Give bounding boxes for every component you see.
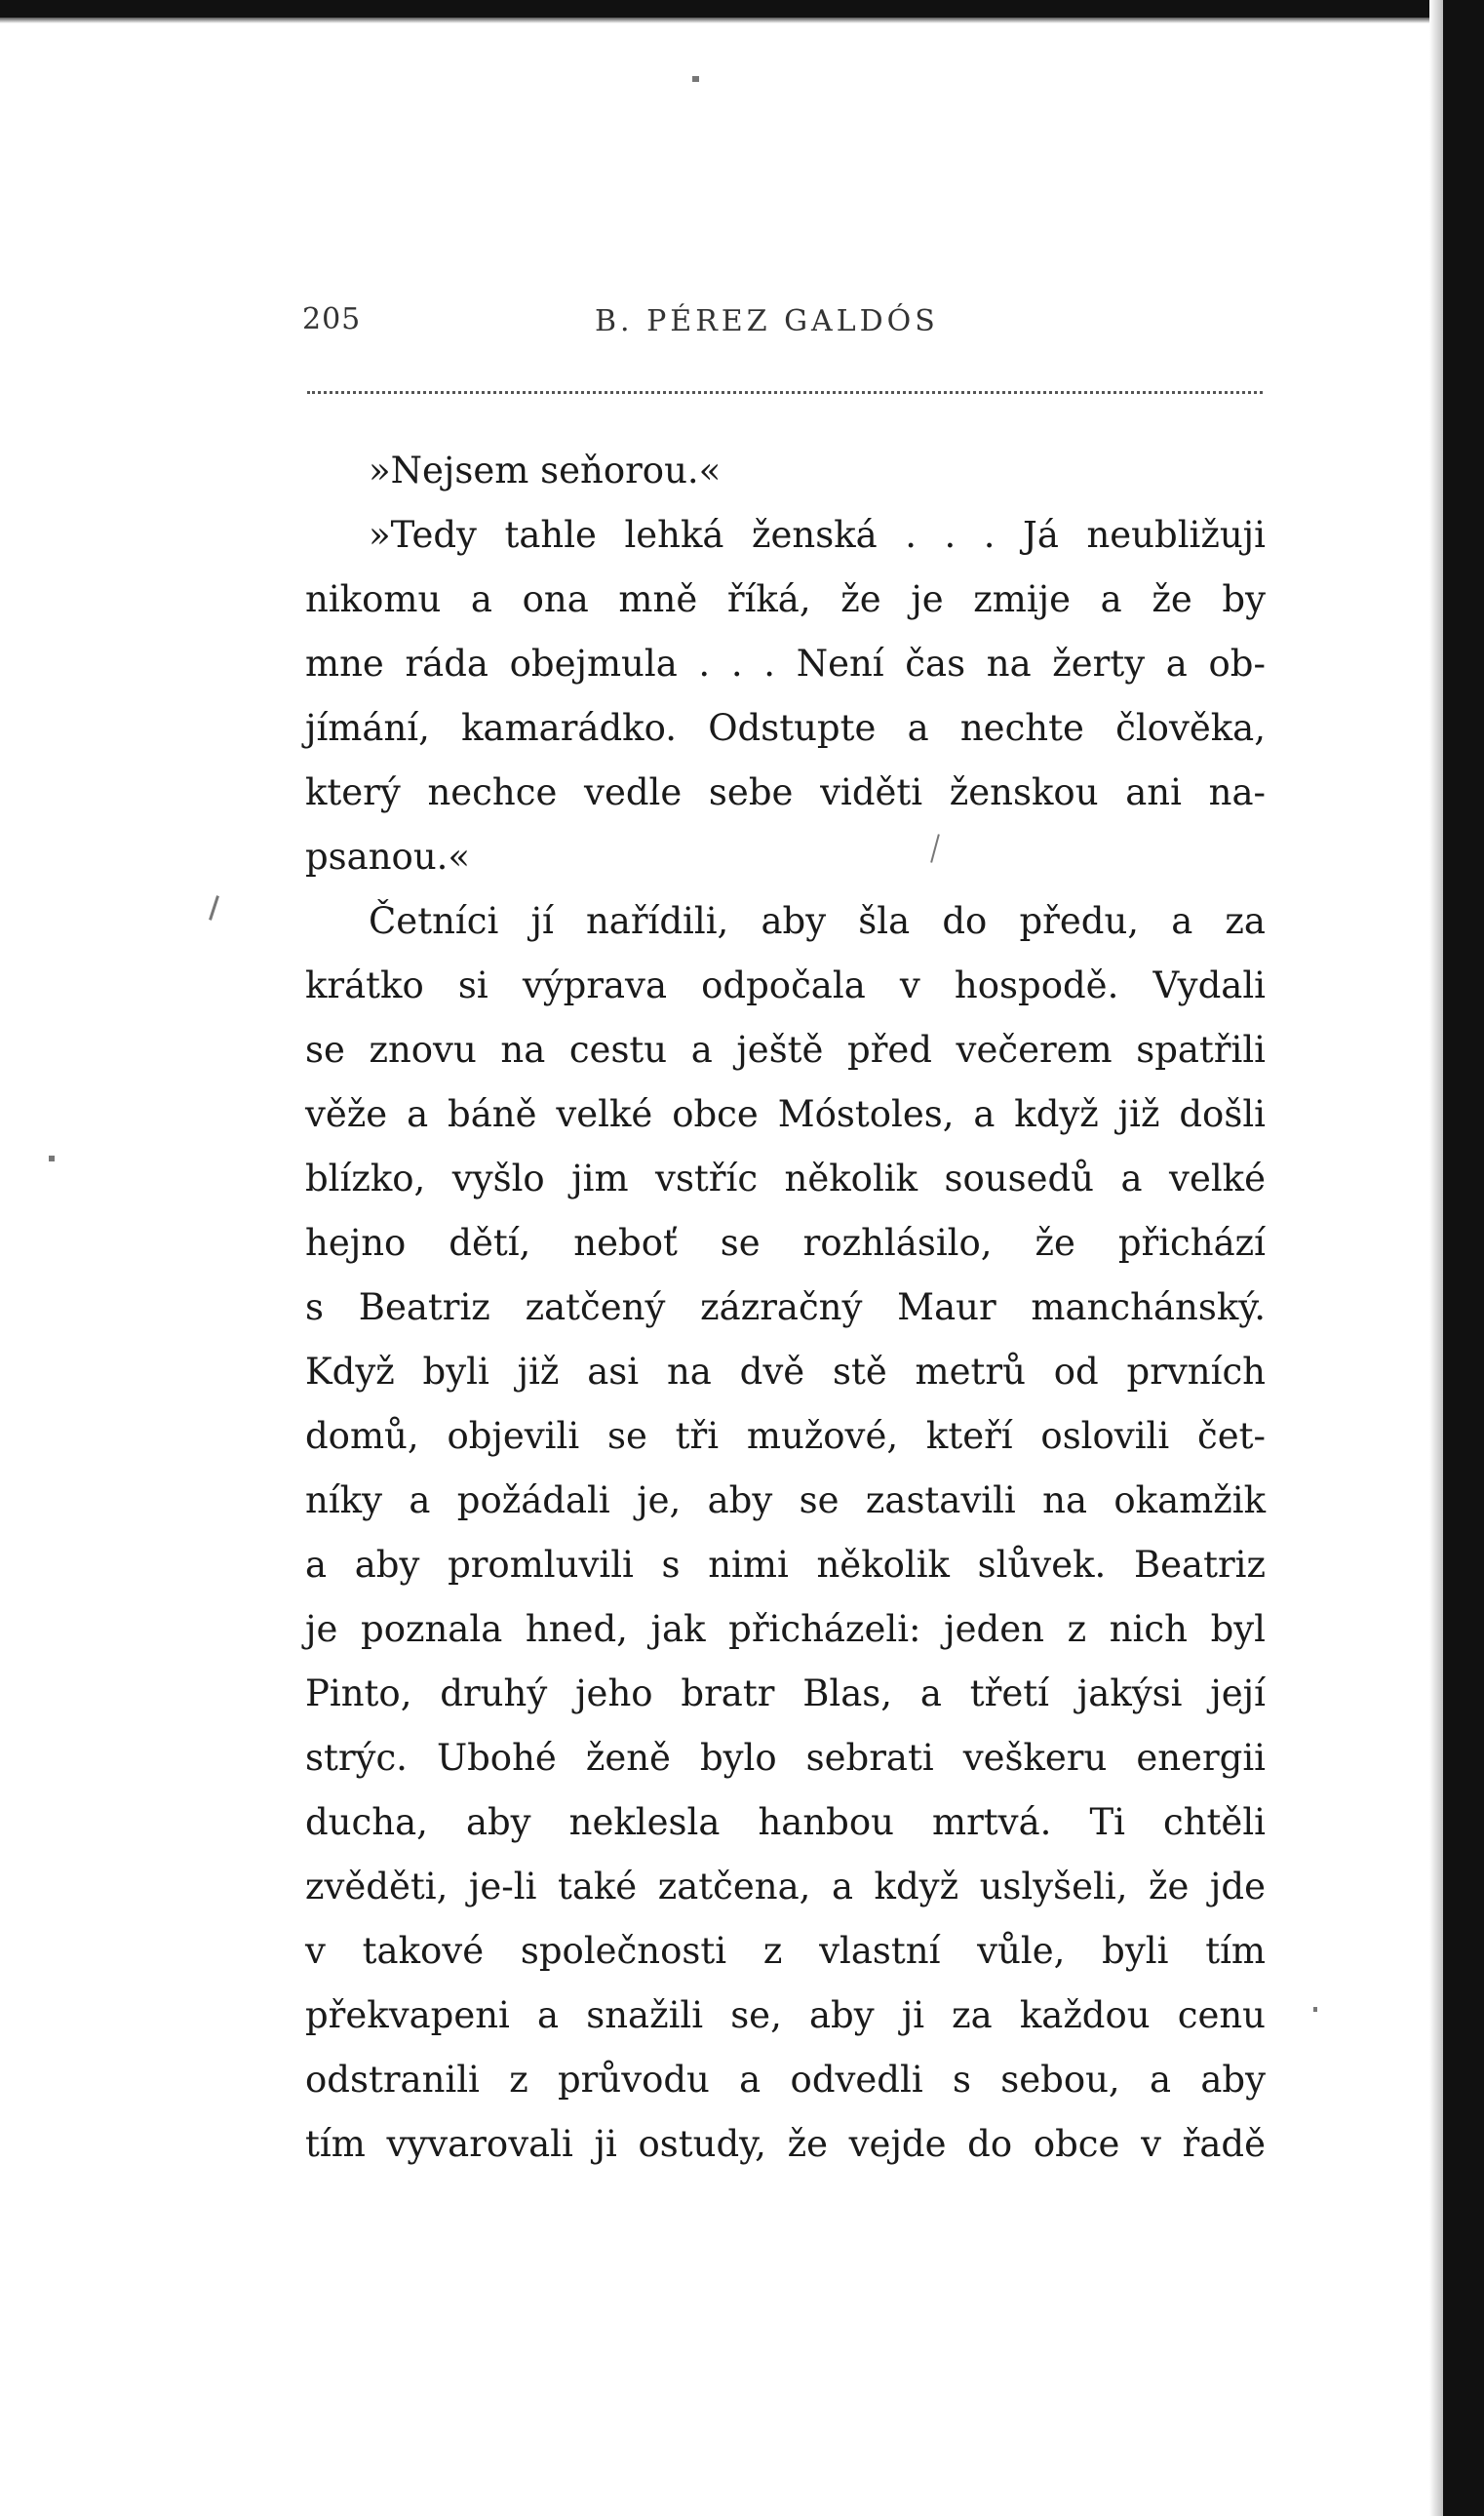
scan-speck	[692, 76, 699, 82]
text-line: hejno dětí, neboť se rozhlásilo, že přichází	[305, 1222, 1266, 1264]
scan-speck	[1313, 2007, 1317, 2012]
text-line: ducha, aby neklesla hanbou mrtvá. Ti chtěli	[305, 1801, 1266, 1843]
text-line: Četníci jí nařídili, aby šla do předu, a za	[369, 900, 1266, 942]
text-line: jímání, kamarádko. Odstupte a nechte člověka,	[305, 707, 1266, 749]
text-line: zvěděti, je-li také zatčena, a když uslyšeli, že jde	[305, 1866, 1266, 1907]
header-rule	[307, 391, 1263, 394]
text-line: »Tedy tahle lehká ženská . . . Já neubližuji	[369, 514, 1266, 556]
text-line: blízko, vyšlo jim vstříc několik sousedů a velké	[305, 1158, 1266, 1199]
scan-top-border	[0, 0, 1484, 18]
text-line: »Nejsem seňorou.«	[369, 450, 722, 491]
text-line: v takové společnosti z vlastní vůle, byli tím	[305, 1930, 1266, 1972]
running-head: B. PÉREZ GALDÓS	[595, 304, 939, 338]
text-line: je poznala hned, jak přicházeli: jeden z nich byl	[305, 1608, 1266, 1650]
scan-gutter-shadow	[1429, 0, 1443, 2516]
page-header	[302, 302, 1268, 351]
text-line: krátko si výprava odpočala v hospodě. Vydali	[305, 964, 1266, 1006]
text-line: psanou.«	[305, 836, 471, 878]
scan-right-border	[1443, 0, 1484, 2516]
text-line: mne ráda obejmula . . . Není čas na žerty a ob-	[305, 643, 1266, 685]
text-line: překvapeni a snažili se, aby ji za každou cenu	[305, 1994, 1266, 2036]
scan-top-border-fade	[0, 18, 1484, 23]
page-number: 205	[302, 302, 362, 336]
text-line: a aby promluvili s nimi několik slůvek. Beatriz	[305, 1544, 1266, 1586]
text-line: odstranili z průvodu a odvedli s sebou, a aby	[305, 2059, 1266, 2101]
text-line: který nechce vedle sebe viděti ženskou ani na-	[305, 771, 1266, 813]
body-text	[305, 439, 1266, 2177]
text-line: s Beatriz zatčený zázračný Maur manchánský.	[305, 1286, 1266, 1328]
text-line: tím vyvarovali ji ostudy, že vejde do obce v řadě	[305, 2123, 1266, 2165]
scan-speck	[49, 1156, 55, 1161]
text-line: strýc. Ubohé ženě bylo sebrati veškeru energii	[305, 1737, 1266, 1779]
text-line: níky a požádali je, aby se zastavili na okamžik	[305, 1479, 1266, 1521]
text-line: věže a báně velké obce Móstoles, a když již došli	[305, 1093, 1266, 1135]
text-line: nikomu a ona mně říká, že je zmije a že by	[305, 578, 1266, 620]
text-line: Pinto, druhý jeho bratr Blas, a třetí jakýsi její	[305, 1672, 1266, 1714]
scan-speck	[209, 895, 219, 921]
text-line: Když byli již asi na dvě stě metrů od prvních	[305, 1351, 1266, 1393]
text-line: domů, objevili se tři mužové, kteří oslovili čet-	[305, 1415, 1266, 1457]
text-line: se znovu na cestu a ještě před večerem spatřili	[305, 1029, 1266, 1071]
